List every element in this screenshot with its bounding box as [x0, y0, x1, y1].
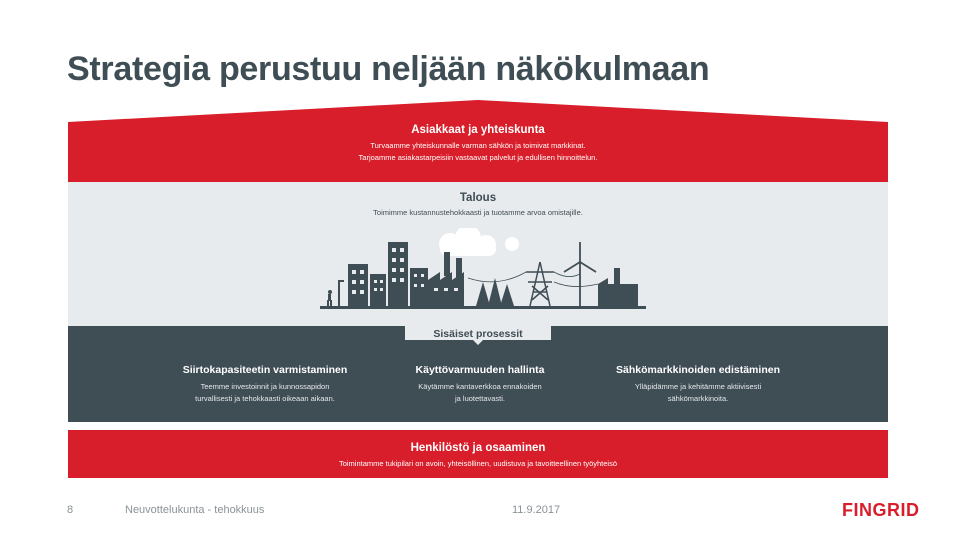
- process-2-heading: Käyttövarmuuden hallinta: [415, 364, 545, 376]
- finance-heading: Talous: [459, 192, 497, 204]
- factory-icon: [598, 268, 638, 306]
- power-pylon-icon: [526, 262, 554, 306]
- process-3-heading: Sähkömarkkinoiden edistäminen: [616, 364, 780, 376]
- processes-label: Sisäiset prosessit: [433, 328, 523, 340]
- customers-block: [68, 124, 888, 164]
- people-block: [68, 442, 888, 470]
- process-3-line-1: Ylläpidämme ja kehitämme aktiivisesti: [634, 382, 762, 391]
- process-1-heading: Siirtokapasiteetin varmistaminen: [182, 364, 348, 376]
- process-1-line-1: Teemme investoinnit ja kunnossapidon: [200, 382, 330, 391]
- footer-text: Neuvottelukunta - tehokkuus: [125, 504, 265, 516]
- people-line-1: Toimintamme tukipilari on avoin, yhteisöllinen, uudistuva ja tavoitteellinen työyhteisö: [338, 459, 618, 468]
- fingrid-logo: FINGRID: [842, 500, 920, 520]
- tree-icon: [476, 278, 514, 306]
- process-2-line-2: ja luotettavasti.: [454, 394, 506, 403]
- process-1-line-2: turvallisesti ja tehokkaasti oikeaan aikaan.: [195, 394, 335, 403]
- process-column-1: [140, 364, 390, 405]
- pedestrian-icon: [327, 290, 332, 306]
- process-3-line-2: sähkömarkkinoita.: [667, 394, 729, 403]
- customers-line-2: Tarjoamme asiakastarpeisiin vastaavat palvelut ja edullisen hinnoittelun.: [358, 153, 598, 162]
- customers-line-1: Turvaamme yhteiskunnalle varman sähkön ja toimivat markkinat.: [370, 141, 586, 150]
- wind-turbine-icon: [564, 242, 596, 306]
- finance-line-1: Toimimme kustannustehokkaasti ja tuotamme arvoa omistajille.: [373, 208, 583, 217]
- process-column-3: [573, 364, 823, 405]
- slide-title: Strategia perustuu neljään näkökulmaan: [67, 50, 710, 88]
- cloud-icon: [439, 228, 519, 256]
- customers-heading: Asiakkaat ja yhteiskunta: [411, 124, 545, 136]
- process-2-line-1: Käytämme kantaverkkoa ennakoiden: [418, 382, 542, 391]
- process-column-2: [355, 364, 605, 405]
- finance-block: [68, 192, 888, 219]
- cityscape-illustration: [318, 228, 648, 312]
- page-number: 8: [67, 504, 74, 516]
- footer-date: 11.9.2017: [512, 504, 561, 516]
- people-heading: Henkilöstö ja osaaminen: [410, 442, 546, 454]
